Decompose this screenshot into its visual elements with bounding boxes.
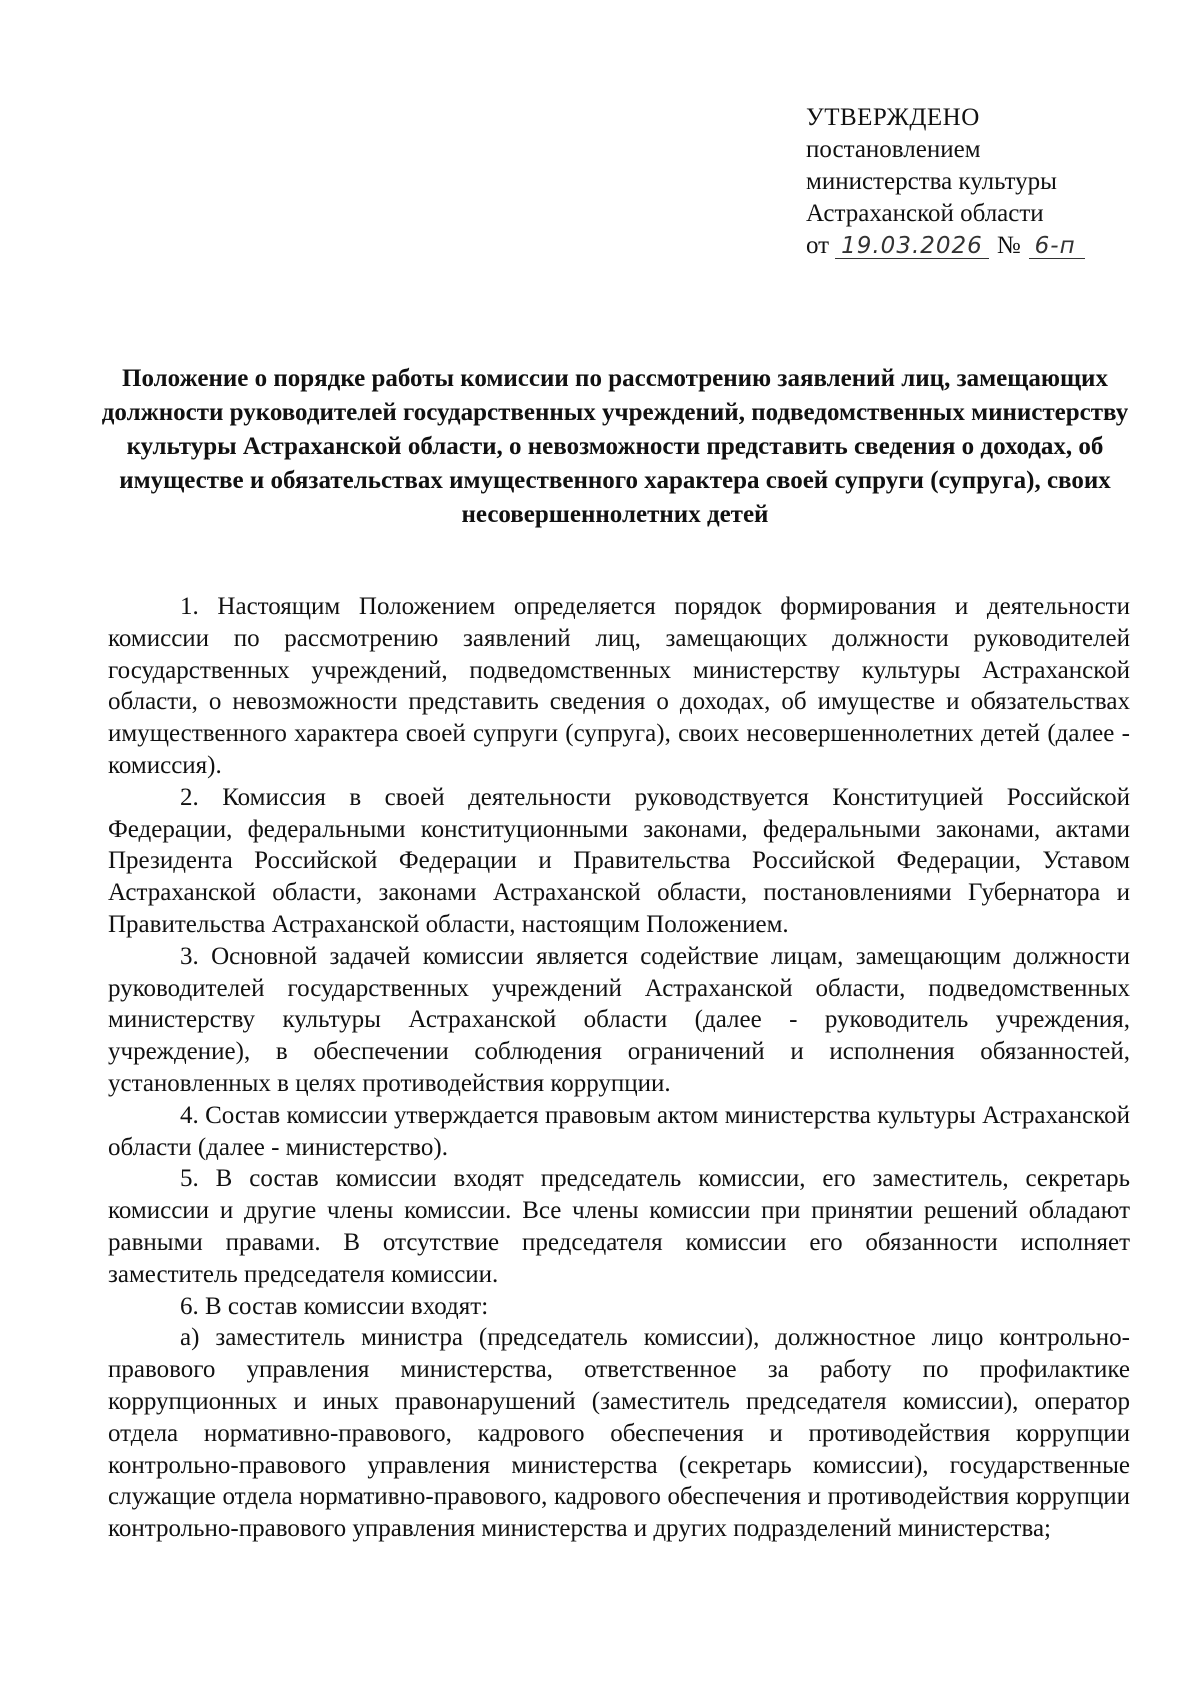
handwritten-date: 19.03.2026: [835, 234, 989, 259]
paragraph-2: 2. Комиссия в своей деятельности руководствуется Конституцией Российской Федерации, федеральными конституционными законами, федеральными законами, актами Президента Российской Федерации и Правительства Российской Федерации, Уставом Астраханской области, законами Астраханской области, постановлениями Губернатора и Правительства Астраханской области, настоящим Положением.: [108, 783, 1130, 938]
paragraph-3: 3. Основной задачей комиссии является содействие лицам, замещающим должности руководителей государственных учреждений Астраханской области, подведомственных министерству культуры Астраханской области (далее - руководитель учреждения, учреждение), в обеспечении соблюдения ограничений и исполнения обязанностей, установленных в целях противодействия коррупции.: [108, 942, 1130, 1097]
document-title: Положение о порядке работы комиссии по рассмотрению заявлений лиц, замещающих должности руководителей государственных учреждений, подведомственных министерству культуры Астраханской области, о невозможности представить сведения о доходах, об имуществе и обязательствах имущественного характера своей супруги (супруга), своих несовершеннолетних детей: [101, 365, 1129, 528]
approval-heading: УТВЕРЖДЕНО: [806, 104, 980, 131]
paragraph-5: 5. В состав комиссии входят председатель комиссии, его заместитель, секретарь комиссии и другие члены комиссии. Все члены комиссии при принятии решений обладают равными правами. В отсутствие председателя комиссии его обязанности исполняет заместитель председателя комиссии.: [108, 1165, 1130, 1288]
number-label: №: [996, 232, 1021, 259]
document-body: [108, 591, 1130, 1545]
paragraph-6a: а) заместитель министра (председатель комиссии), должностное лицо контрольно-правового управления министерства, ответственное за работу по профилактике коррупционных и иных правонарушений (заместитель председателя комиссии), оператор отдела нормативно-правового, кадрового обеспечения и противодействия коррупции контрольно-правового управления министерства (секретарь комиссии), государственные служащие отдела нормативно-правового, кадрового обеспечения и противодействия коррупции контрольно-правового управления министерства и других подразделений министерства;: [108, 1324, 1130, 1543]
paragraph-4: 4. Состав комиссии утверждается правовым актом министерства культуры Астраханской области (далее - министерство).: [108, 1101, 1130, 1161]
paragraph-6: 6. В состав комиссии входят:: [180, 1292, 489, 1320]
from-label: от: [806, 232, 830, 259]
approval-date-line: [806, 230, 1085, 262]
handwritten-number: 6-п: [1029, 234, 1085, 259]
paragraph-1: 1. Настоящим Положением определяется порядок формирования и деятельности комиссии по рассмотрению заявлений лиц, замещающих должности руководителей государственных учреждений, подведомственных министерству культуры Астраханской области, о невозможности представить сведения о доходах, об имуществе и обязательствах имущественного характера своей супруги (супруга), своих несовершеннолетних детей (далее - комиссия).: [108, 593, 1130, 779]
approval-line-1: постановлением: [806, 136, 981, 163]
approval-line-2: министерства культуры: [806, 168, 1057, 195]
approval-line-3: Астраханской области: [806, 200, 1044, 227]
approval-stamp-block: [806, 102, 1085, 262]
